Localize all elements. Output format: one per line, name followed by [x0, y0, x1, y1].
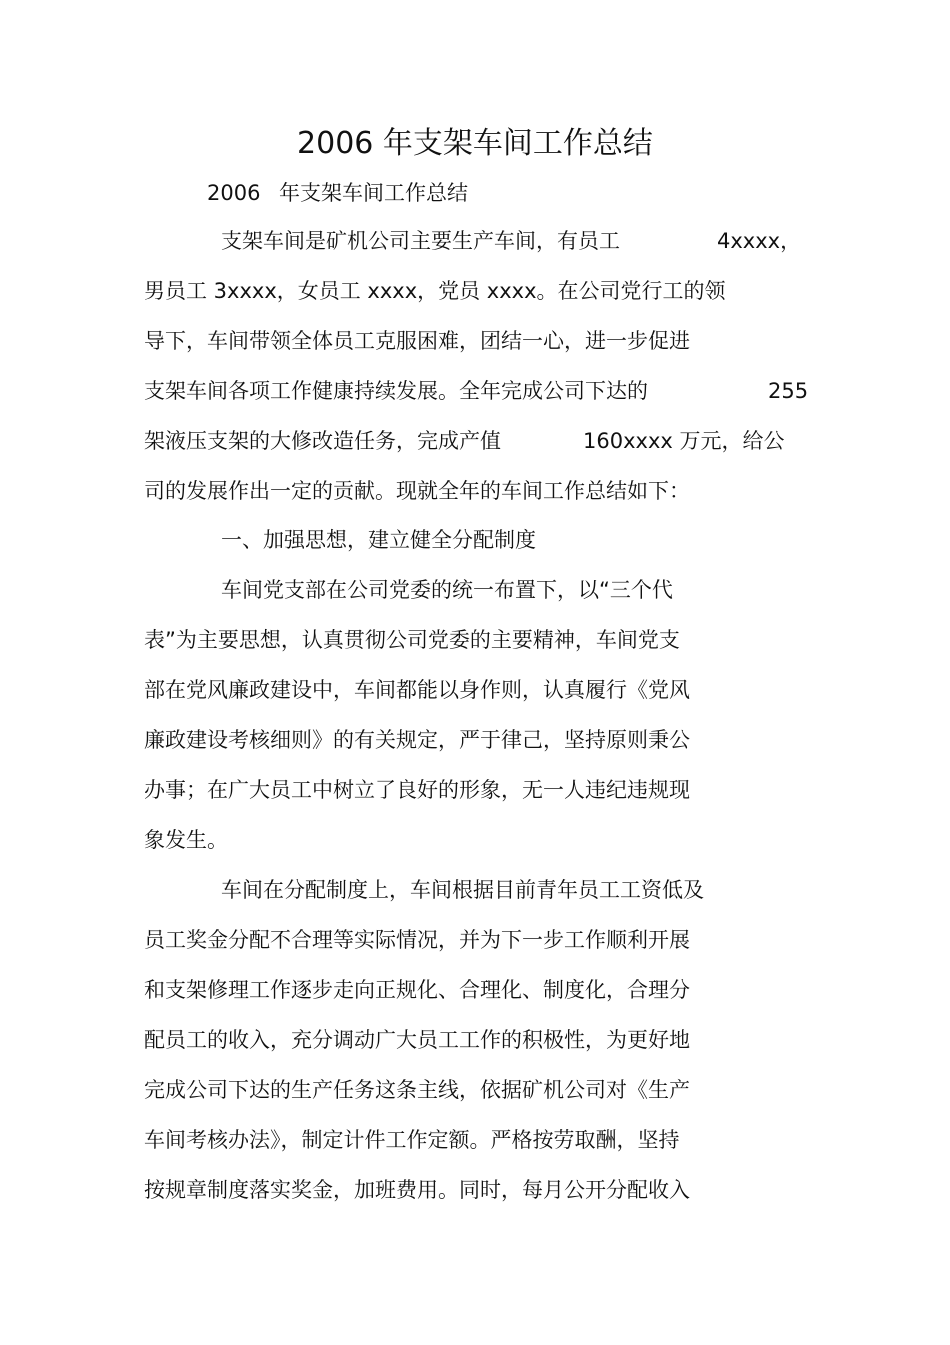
para3-line5: 完成公司下达的生产任务这条主线，依据矿机公司对《生产: [144, 1078, 690, 1102]
para2-line2: 表”为主要思想，认真贯彻公司党委的主要精神，车间党支: [144, 628, 680, 652]
para1-line5: 架液压支架的大修改造任务，完成产值: [144, 429, 501, 453]
subtitle-year: 2006: [207, 181, 261, 205]
para3-line3: 和支架修理工作逐步走向正规化、合理化、制度化，合理分: [144, 978, 690, 1002]
para3-line6: 车间考核办法》，制定计件工作定额。严格按劳取酬，坚持: [144, 1128, 680, 1152]
para2-line1: 车间党支部在公司党委的统一布置下，以“三个代: [221, 578, 673, 602]
para1-line4: 支架车间各项工作健康持续发展。全年完成公司下达的: [144, 379, 648, 403]
para1-line2: 男员工 3xxxx，女员工 xxxx，党员 xxxx。在公司党行工的领: [144, 279, 726, 303]
para3-line1: 车间在分配制度上，车间根据目前青年员工工资低及: [221, 878, 704, 902]
para1-line1: 支架车间是矿机公司主要生产车间，有员工: [221, 229, 620, 253]
document-title: 2006 年支架车间工作总结: [297, 126, 653, 161]
para2-line6: 象发生。: [144, 828, 228, 852]
para2-line4: 廉政建设考核细则》的有关规定，严于律己，坚持原则秉公: [144, 728, 690, 752]
para2-line5: 办事；在广大员工中树立了良好的形象，无一人违纪违规现: [144, 778, 690, 802]
section1-heading: 一、加强思想，建立健全分配制度: [221, 528, 536, 552]
para3-line4: 配员工的收入，充分调动广大员工工作的积极性，为更好地: [144, 1028, 690, 1052]
para3-line7: 按规章制度落实奖金，加班费用。同时，每月公开分配收入: [144, 1178, 690, 1202]
para3-line2: 员工奖金分配不合理等实际情况，并为下一步工作顺利开展: [144, 928, 690, 952]
para1-line1-number: 4xxxx，: [717, 229, 802, 253]
subtitle-text: 年支架车间工作总结: [279, 181, 468, 205]
para1-line5-value: 160xxxx 万元，给公: [583, 429, 785, 453]
para2-line3: 部在党风廉政建设中，车间都能以身作则，认真履行《党风: [144, 678, 690, 702]
para1-line6: 司的发展作出一定的贡献。现就全年的车间工作总结如下：: [144, 479, 690, 503]
para1-line3: 导下，车间带领全体员工克服困难，团结一心，进一步促进: [144, 329, 690, 353]
para1-line4-number: 255: [768, 379, 809, 403]
